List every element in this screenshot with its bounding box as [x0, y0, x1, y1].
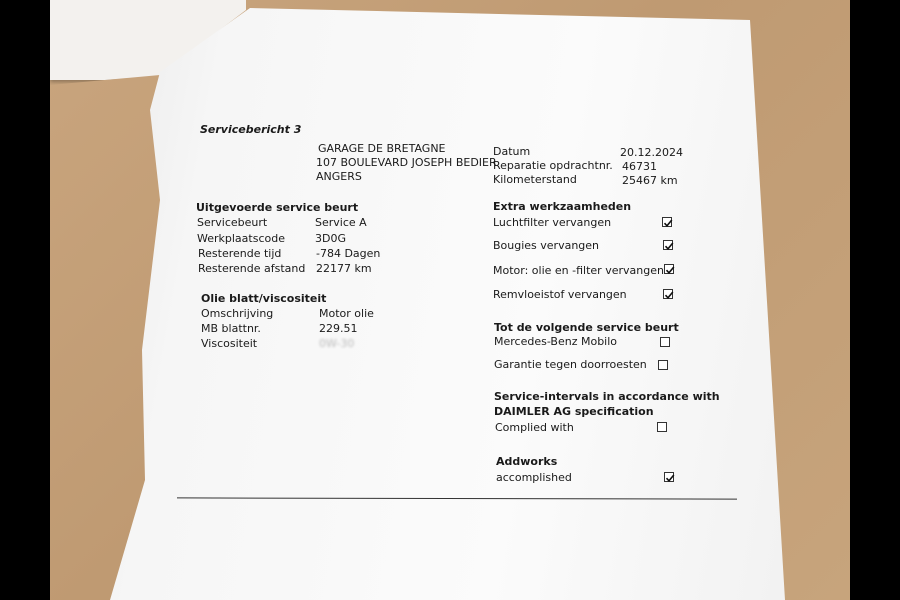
next-checkbox[interactable] [658, 360, 668, 370]
extra-checkbox[interactable] [664, 264, 674, 274]
service-value: -784 Dagen [316, 247, 381, 260]
meta-value: 25467 km [622, 174, 678, 187]
meta-label: Reparatie opdrachtnr. [493, 159, 613, 172]
intervals-heading: Service-intervals in accordance with [494, 390, 720, 403]
intervals-checkbox[interactable] [657, 422, 667, 432]
next-item-label: Mercedes-Benz Mobilo [494, 335, 618, 348]
service-value: 22177 km [316, 262, 372, 275]
checkmark-icon [665, 265, 675, 275]
extra-checkbox[interactable] [663, 289, 673, 299]
service-value: 3D0G [315, 232, 346, 245]
extra-item-label: Motor: olie en -filter vervangen [493, 264, 664, 277]
service-label: Servicebeurt [197, 216, 268, 229]
report-title: Servicebericht 3 [200, 123, 302, 136]
extra-item-label: Remvloeistof vervangen [493, 288, 627, 301]
next-heading: Tot de volgende service beurt [494, 321, 679, 334]
oil-heading: Olie blatt/viscositeit [201, 292, 327, 305]
oil-label: Viscositeit [201, 337, 258, 350]
addworks-heading: Addworks [496, 455, 558, 468]
meta-value: 46731 [622, 160, 657, 173]
checkmark-icon [665, 473, 675, 483]
addworks-checkbox[interactable] [664, 472, 674, 482]
oil-label: Omschrijving [201, 307, 274, 320]
checkmark-icon [663, 218, 673, 228]
garage-street: 107 BOULEVARD JOSEPH BEDIER [316, 156, 497, 169]
service-label: Resterende tijd [198, 247, 282, 260]
service-heading: Uitgevoerde service beurt [196, 201, 359, 214]
oil-value: Motor olie [319, 307, 374, 320]
oil-label: MB blattnr. [201, 322, 261, 335]
divider-line [177, 497, 737, 499]
meta-label: Kilometerstand [493, 173, 577, 186]
meta-label: Datum [493, 145, 531, 158]
service-label: Resterende afstand [198, 262, 306, 275]
extra-checkbox[interactable] [663, 240, 673, 250]
extra-heading: Extra werkzaamheden [493, 200, 632, 213]
next-checkbox[interactable] [660, 337, 670, 347]
garage-city: ANGERS [316, 170, 362, 183]
meta-value: 20.12.2024 [620, 146, 683, 159]
checkmark-icon [664, 241, 674, 251]
extra-checkbox[interactable] [662, 217, 672, 227]
checkmark-icon [664, 290, 674, 300]
oil-value: 0W-30 [319, 337, 355, 350]
garage-name: GARAGE DE BRETAGNE [318, 142, 446, 155]
addworks-item-label: accomplished [496, 471, 572, 484]
intervals-subheading: DAIMLER AG specification [494, 405, 654, 418]
service-label: Werkplaatscode [197, 232, 285, 245]
next-item-label: Garantie tegen doorroesten [494, 358, 647, 371]
oil-value: 229.51 [319, 322, 358, 335]
service-value: Service A [315, 216, 367, 229]
extra-item-label: Luchtfilter vervangen [493, 216, 612, 229]
intervals-item-label: Complied with [495, 421, 574, 434]
extra-item-label: Bougies vervangen [493, 239, 600, 252]
